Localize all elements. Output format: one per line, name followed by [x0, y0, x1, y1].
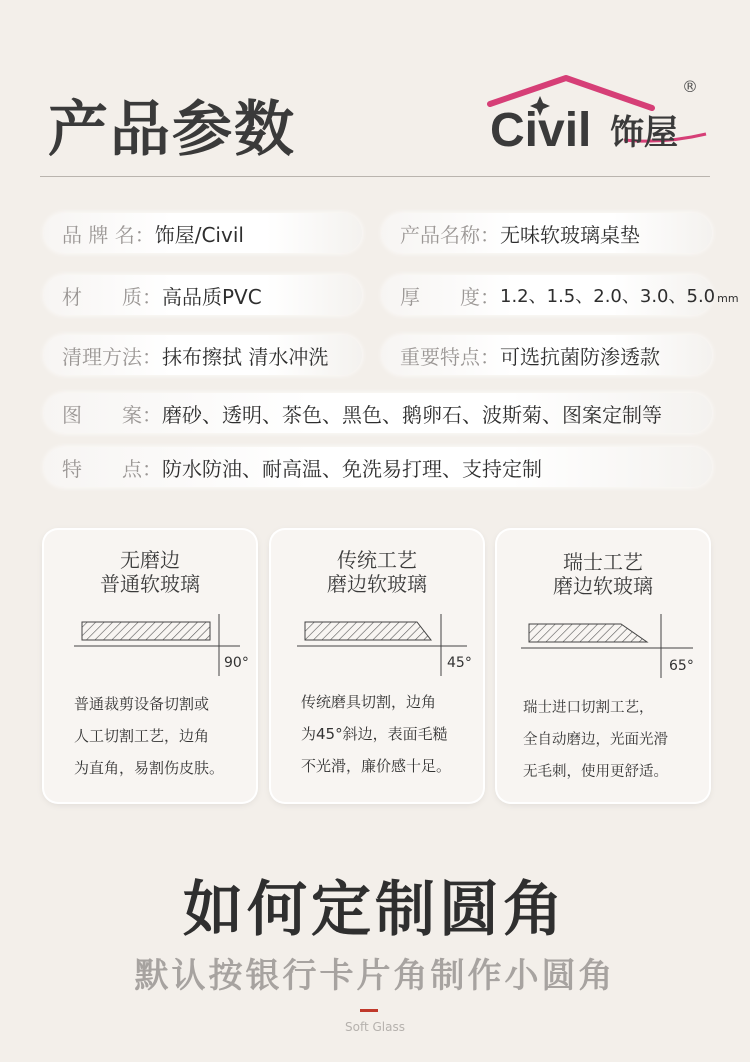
spec-label: 清理方法：: [62, 344, 162, 369]
desc-line: 人工切割工艺，边角: [74, 727, 210, 745]
spec-value: 可选抗菌防渗透款: [500, 344, 660, 369]
comparison-card-traditional: [271, 530, 483, 802]
angle-label: 90°: [224, 655, 249, 671]
spec-label: 重要特点：: [400, 344, 500, 369]
card-title: [497, 550, 709, 598]
comparison-card-swiss: [497, 530, 709, 802]
registered-mark: ®: [682, 77, 698, 96]
card-description: [301, 686, 471, 782]
card-title-line1: 无磨边: [120, 548, 180, 572]
header: [0, 0, 750, 180]
spec-value: 无味软玻璃桌垫: [500, 222, 640, 247]
comparison-card-no-edge: [44, 530, 256, 802]
card-title-line2: 普通软玻璃: [100, 572, 200, 596]
spec-label: 厚 度：: [400, 284, 500, 309]
accent-divider: [360, 1009, 378, 1012]
card-title-line1: 传统工艺: [337, 548, 417, 572]
spec-product-name: [382, 213, 712, 253]
spec-patterns: [44, 393, 712, 433]
spec-label: 产品名称：: [400, 222, 500, 247]
desc-line: 全自动磨边，光面光滑: [523, 732, 668, 748]
spec-features: [44, 447, 712, 487]
spec-brand: [44, 213, 362, 253]
header-divider: [40, 176, 710, 177]
section-subtitle: 默认按银行卡片角制作小圆角: [134, 956, 616, 996]
card-description: [74, 688, 244, 784]
card-title: [44, 548, 256, 596]
page-title: 产品参数: [48, 95, 296, 165]
footer-caption: Soft Glass: [345, 1020, 405, 1034]
spec-value: 磨砂、透明、茶色、黑色、鹅卵石、波斯菊、图案定制等: [162, 402, 662, 427]
card-description: [523, 692, 693, 788]
desc-line: 传统磨具切割，边角: [301, 693, 437, 711]
spec-value: 抹布擦拭 清水冲洗: [162, 344, 329, 369]
desc-line: 普通裁剪设备切割或: [74, 695, 210, 713]
desc-line: 不光滑，廉价感十足。: [301, 757, 452, 775]
spec-unit: mm: [717, 291, 739, 305]
spec-thickness: [382, 275, 739, 315]
logo-wordmark: Civil: [490, 104, 592, 157]
logo-chinese: 饰屋: [610, 113, 678, 153]
desc-line: 为直角，易割伤皮肤。: [74, 759, 225, 777]
desc-line: 瑞士进口切割工艺，: [523, 700, 654, 716]
card-title-line2: 磨边软玻璃: [327, 572, 427, 596]
spec-label: 图 案：: [62, 402, 162, 427]
spec-value: 高品质PVC: [162, 284, 262, 309]
spec-label: 特 点：: [62, 456, 162, 481]
angle-label: 45°: [447, 655, 472, 671]
spec-label: 品 牌 名：: [62, 222, 155, 247]
spec-material: [44, 275, 362, 315]
card-title: [271, 548, 483, 596]
card-title-line1: 瑞士工艺: [563, 550, 643, 574]
section-title: 如何定制圆角: [183, 875, 567, 945]
spec-label: 材 质：: [62, 284, 162, 309]
spec-cleaning: [44, 335, 362, 375]
brand-logo: [484, 72, 714, 162]
desc-line: 为45°斜边，表面毛糙: [301, 725, 448, 743]
spec-value: 防水防油、耐高温、免洗易打理、支持定制: [162, 456, 542, 481]
house-roof-icon: [484, 72, 714, 162]
spec-value: 饰屋/Civil: [154, 222, 244, 247]
desc-line: 无毛刺，使用更舒适。: [523, 764, 668, 780]
spec-value: 1.2、1.5、2.0、3.0、5.0: [500, 286, 716, 307]
card-title-line2: 磨边软玻璃: [553, 574, 653, 598]
spec-key-feature: [382, 335, 712, 375]
angle-label: 65°: [669, 658, 694, 674]
